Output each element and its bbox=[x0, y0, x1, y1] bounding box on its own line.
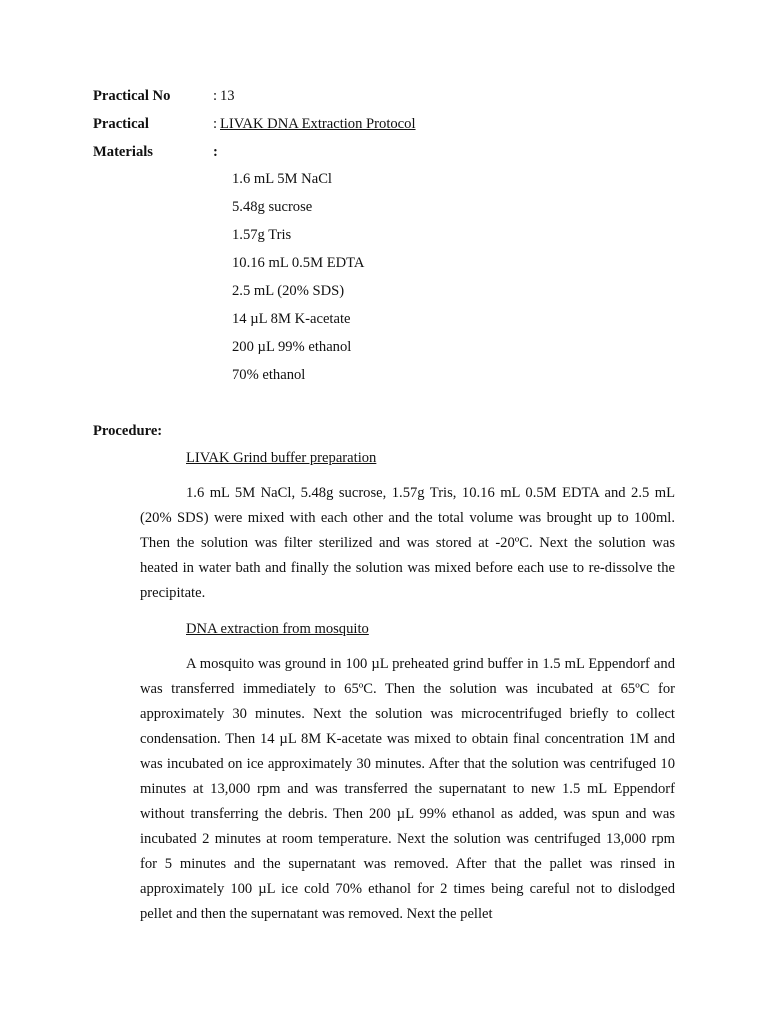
paragraph-dna-extraction: A mosquito was ground in 100 µL preheated grind buffer in 1.5 mL Eppendorf and was transferred immediately to 65ºC. Then the solution was incubated at 65ºC for approximately 30 minutes. Next the solution was microcentrifuged briefly to collect condensation. Then 14 µL 8M K-acetate was mixed to obtain final concentration 1M and was incubated on ice approximately 30 minutes. After that the solution was centrifuged 10 minutes at 13,000 rpm and was transferred the supernatant to new 1.5 mL Eppendorf without transferring the debris. Then 200 µL 99% ethanol as added, was spun and was incubated 2 minutes at room temperature. Next the solution was centrifuged 13,000 rpm for 5 minutes and the supernatant was removed. After that the pallet was rinsed in approximately 100 µL ice cold 70% ethanol for 2 times being careful not to dislodged pellet and then the supernatant was removed. Next the pellet bbox=[140, 656, 675, 922]
paragraph-grind-buffer: 1.6 mL 5M NaCl, 5.48g sucrose, 1.57g Tris, 10.16 mL 0.5M EDTA and 2.5 mL (20% SDS) were mixed with each other and the total volume was brought up to 100ml. Then the solution was filter sterilized and was stored at -20ºC. Next the solution was heated in water bath and finally the solution was mixed before each use to re-dissolve the precipitate. bbox=[140, 485, 675, 601]
practical-title: LIVAK DNA Extraction Protocol bbox=[220, 116, 416, 132]
material-item: 1.6 mL 5M NaCl bbox=[232, 171, 332, 187]
materials-separator: : bbox=[213, 144, 218, 160]
materials-label: Materials bbox=[93, 144, 153, 160]
material-item: 2.5 mL (20% SDS) bbox=[232, 283, 345, 299]
material-item: 200 µL 99% ethanol bbox=[232, 339, 352, 355]
material-item: 10.16 mL 0.5M EDTA bbox=[232, 255, 365, 271]
material-item: 14 µL 8M K-acetate bbox=[232, 311, 351, 327]
practical-no-label: Practical No bbox=[93, 88, 171, 104]
procedure-heading: Procedure: bbox=[93, 423, 163, 439]
section-heading-dna-extraction: DNA extraction from mosquito bbox=[186, 621, 369, 637]
section-heading-grind-buffer: LIVAK Grind buffer preparation bbox=[186, 450, 377, 466]
practical-no-separator: : bbox=[213, 88, 218, 104]
material-item: 70% ethanol bbox=[232, 367, 306, 383]
material-item: 1.57g Tris bbox=[232, 227, 292, 243]
practical-no-value: 13 bbox=[220, 88, 235, 104]
material-item: 5.48g sucrose bbox=[232, 199, 313, 215]
materials-list bbox=[232, 170, 364, 394]
practical-label: Practical bbox=[93, 116, 149, 132]
practical-separator: : bbox=[213, 116, 218, 132]
